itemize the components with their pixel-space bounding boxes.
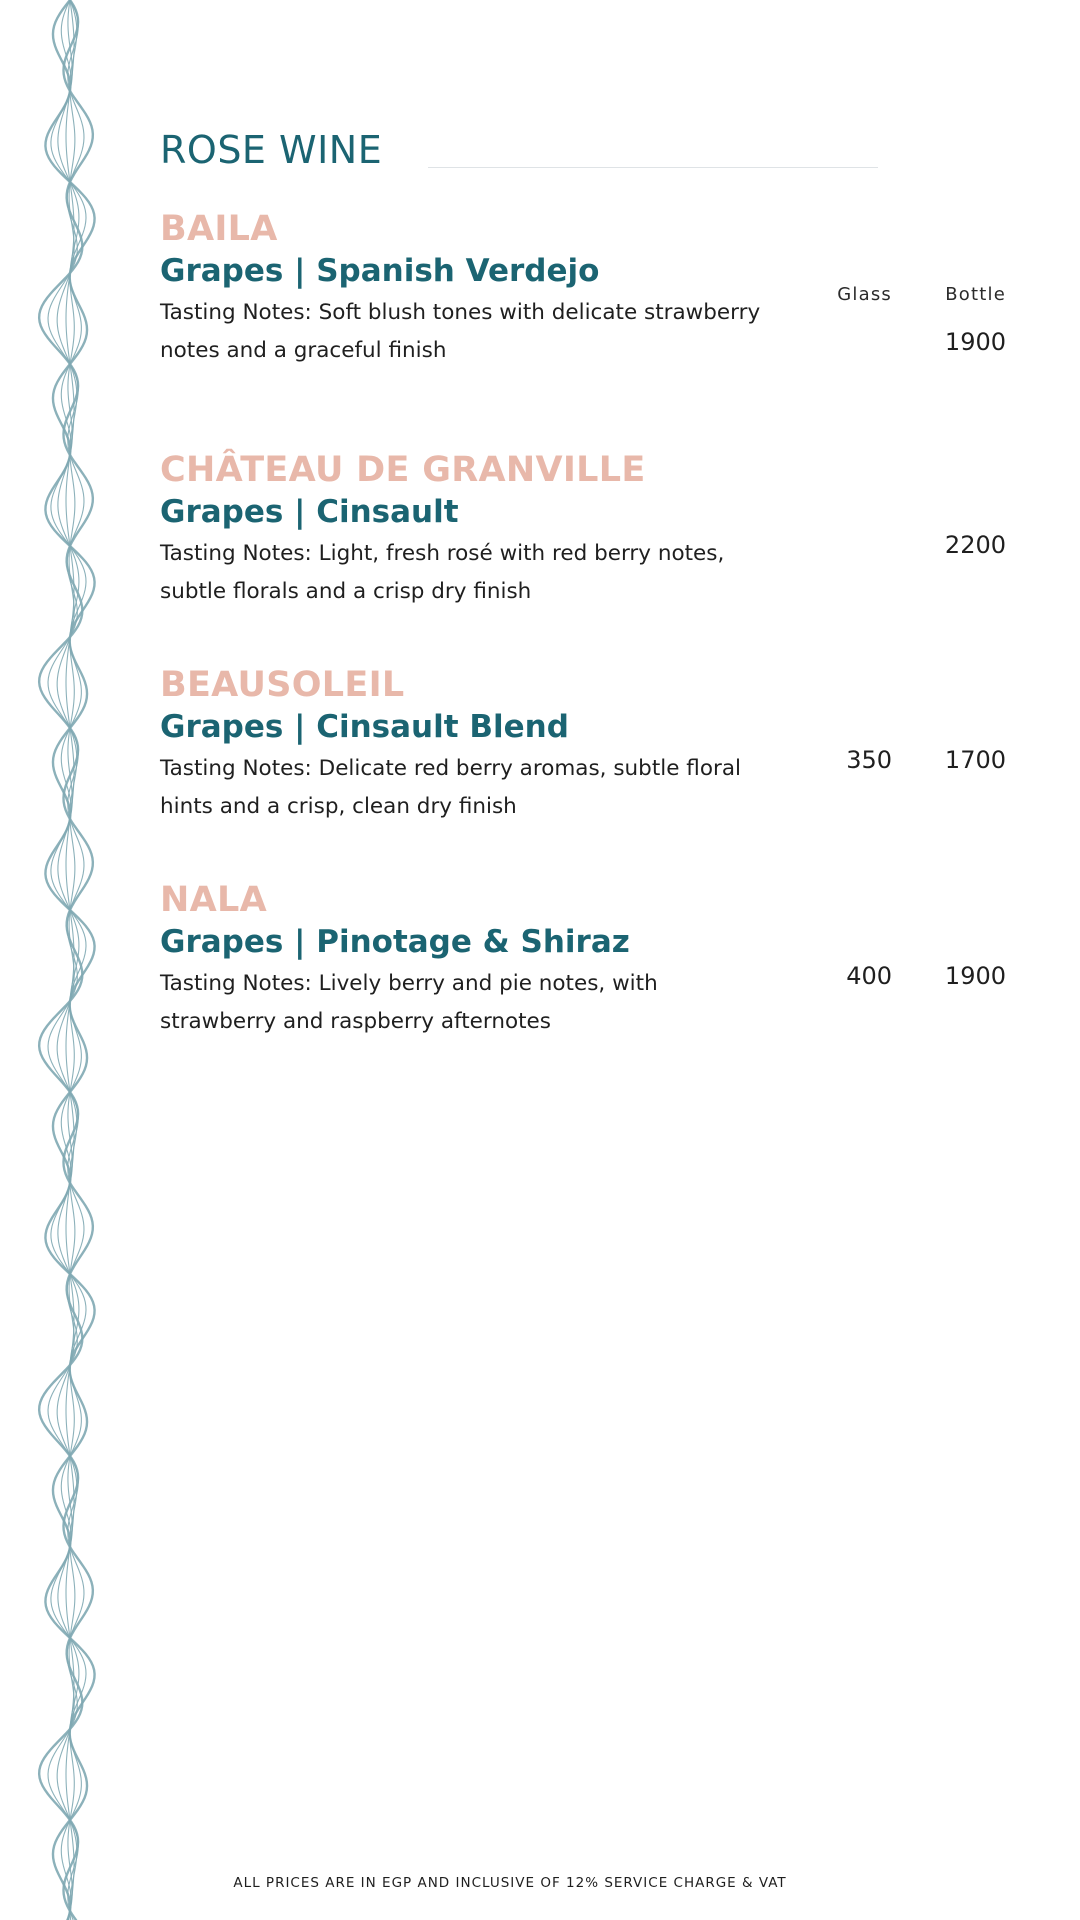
glass-column-header: Glass	[837, 284, 892, 305]
bottle-price: 1700	[944, 746, 1006, 774]
bottle-column-header: Bottle	[945, 284, 1006, 305]
wine-grapes: Grapes | Cinsault	[160, 494, 459, 530]
section-title: ROSE WINE	[160, 128, 383, 172]
wine-grapes: Grapes | Cinsault Blend	[160, 709, 569, 745]
bottle-price: 1900	[944, 328, 1006, 356]
bottle-price: 1900	[944, 962, 1006, 990]
bottle-price: 2200	[944, 531, 1006, 559]
wine-grapes: Grapes | Spanish Verdejo	[160, 253, 600, 289]
wave-border-decoration	[30, 0, 110, 1920]
wine-item	[160, 449, 940, 611]
title-divider	[428, 167, 878, 168]
glass-price: 400	[846, 962, 892, 990]
wine-name: BEAUSOLEIL	[160, 665, 405, 705]
wine-item	[160, 664, 940, 826]
wine-tasting-notes: Tasting Notes: Delicate red berry aromas, subtle floral hints and a crisp, clean dry finish	[160, 756, 741, 819]
wine-tasting-notes: Tasting Notes: Light, fresh rosé with red berry notes, subtle florals and a crisp dry finish	[160, 541, 725, 604]
wine-grapes: Grapes | Pinotage & Shiraz	[160, 924, 630, 960]
wine-name: NALA	[160, 880, 267, 920]
wine-item	[160, 208, 940, 370]
wine-tasting-notes: Tasting Notes: Lively berry and pie notes, with strawberry and raspberry afternotes	[160, 971, 658, 1034]
wine-name: BAILA	[160, 209, 278, 249]
wine-tasting-notes: Tasting Notes: Soft blush tones with delicate strawberry notes and a graceful finish	[160, 300, 761, 363]
price-disclaimer-footer: ALL PRICES ARE IN EGP AND INCLUSIVE OF 12% SERVICE CHARGE & VAT	[233, 1875, 787, 1891]
wine-item	[160, 879, 940, 1041]
glass-price: 350	[846, 746, 892, 774]
wine-name: CHÂTEAU DE GRANVILLE	[160, 450, 646, 490]
